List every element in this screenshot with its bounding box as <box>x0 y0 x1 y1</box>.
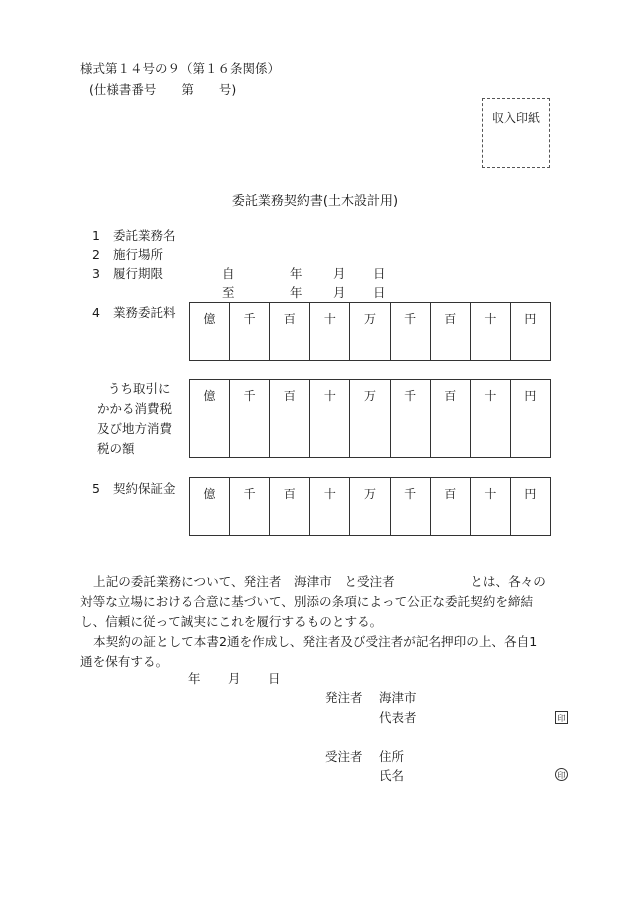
orderer-name: 海津市 <box>379 690 417 705</box>
item1-label: 委託業務名 <box>113 228 176 243</box>
item4-label: 業務委託料 <box>113 305 176 320</box>
form-number: 様式第１４号の９（第１６条関係） <box>80 61 281 76</box>
orderer-role: 発注者 <box>325 690 363 705</box>
contract-date-day: 日 <box>268 671 281 686</box>
unit-cell: 億 <box>203 312 216 326</box>
body-p2-line2: 通を保有する。 <box>80 654 169 669</box>
unit-cell: 十 <box>470 303 510 360</box>
body-p2-line1: 本契約の証として本書2通を作成し、発注者及び受注者が記名押印の上、各自1 <box>93 634 538 649</box>
tax-label-line3: 及び地方消費 <box>97 421 173 436</box>
unit-cell: 万 <box>349 380 389 457</box>
body-p1-line1: 上記の委託業務について、発注者 海津市 と受注者 とは、各々の <box>93 574 546 589</box>
period-to-month: 月 <box>333 285 346 300</box>
period-from-day: 日 <box>373 266 386 281</box>
unit-cell: 十 <box>309 303 349 360</box>
item3-number: 3 <box>92 266 100 281</box>
contractor-seal-icon: 印 <box>555 768 568 781</box>
item4-number: 4 <box>92 305 100 320</box>
unit-cell: 十 <box>470 380 510 457</box>
item2-label: 施行場所 <box>113 247 164 262</box>
unit-cell: 千 <box>390 303 430 360</box>
unit-cell: 十 <box>470 478 510 535</box>
unit-cell: 億 <box>203 389 216 403</box>
item3-label: 履行期限 <box>113 266 164 281</box>
body-p1-line2: 対等な立場における合意に基づいて、別添の条項によって公正な委託契約を締結 <box>80 594 534 609</box>
unit-cell: 十 <box>309 478 349 535</box>
period-from: 自 <box>222 266 235 281</box>
unit-cell: 円 <box>510 478 550 535</box>
deposit-amount-grid <box>189 477 551 536</box>
tax-amount-grid <box>189 379 551 458</box>
period-to-day: 日 <box>373 285 386 300</box>
period-to: 至 <box>222 285 235 300</box>
unit-cell: 万 <box>349 303 389 360</box>
contractor-address: 住所 <box>379 749 405 764</box>
unit-cell: 千 <box>390 380 430 457</box>
item5-number: 5 <box>92 481 100 496</box>
unit-cell: 千 <box>229 380 269 457</box>
unit-cell: 万 <box>349 478 389 535</box>
unit-cell: 千 <box>229 303 269 360</box>
unit-cell: 円 <box>510 380 550 457</box>
unit-cell: 百 <box>269 478 309 535</box>
contractor-name: 氏名 <box>379 768 405 783</box>
unit-cell: 円 <box>510 303 550 360</box>
spec-number: (仕様書番号 第 号) <box>89 82 237 97</box>
item1-number: 1 <box>92 228 100 243</box>
document-title: 委託業務契約書(土木設計用) <box>231 194 399 209</box>
unit-cell: 百 <box>430 478 470 535</box>
contractor-role: 受注者 <box>325 749 363 764</box>
contract-date-year: 年 <box>188 671 201 686</box>
item2-number: 2 <box>92 247 100 262</box>
period-from-month: 月 <box>333 266 346 281</box>
tax-label-line1: うち取引に <box>108 381 171 396</box>
orderer-rep: 代表者 <box>379 710 417 725</box>
unit-cell: 百 <box>269 380 309 457</box>
contract-date-month: 月 <box>228 671 241 686</box>
revenue-stamp-box <box>482 98 550 168</box>
item5-label: 契約保証金 <box>113 481 176 496</box>
fee-amount-grid <box>189 302 551 361</box>
tax-label-line4: 税の額 <box>97 441 135 456</box>
unit-cell: 百 <box>269 303 309 360</box>
unit-cell: 百 <box>430 380 470 457</box>
unit-cell: 千 <box>229 478 269 535</box>
unit-cell: 億 <box>203 487 216 501</box>
unit-cell: 十 <box>309 380 349 457</box>
period-from-year: 年 <box>290 266 303 281</box>
unit-cell: 百 <box>430 303 470 360</box>
orderer-seal-icon: 印 <box>555 711 568 724</box>
body-p1-line3: し、信頼に従って誠実にこれを履行するものとする。 <box>80 614 383 629</box>
tax-label-line2: かかる消費税 <box>97 401 173 416</box>
unit-cell: 千 <box>390 478 430 535</box>
period-to-year: 年 <box>290 285 303 300</box>
revenue-stamp-label: 収入印紙 <box>491 111 540 125</box>
